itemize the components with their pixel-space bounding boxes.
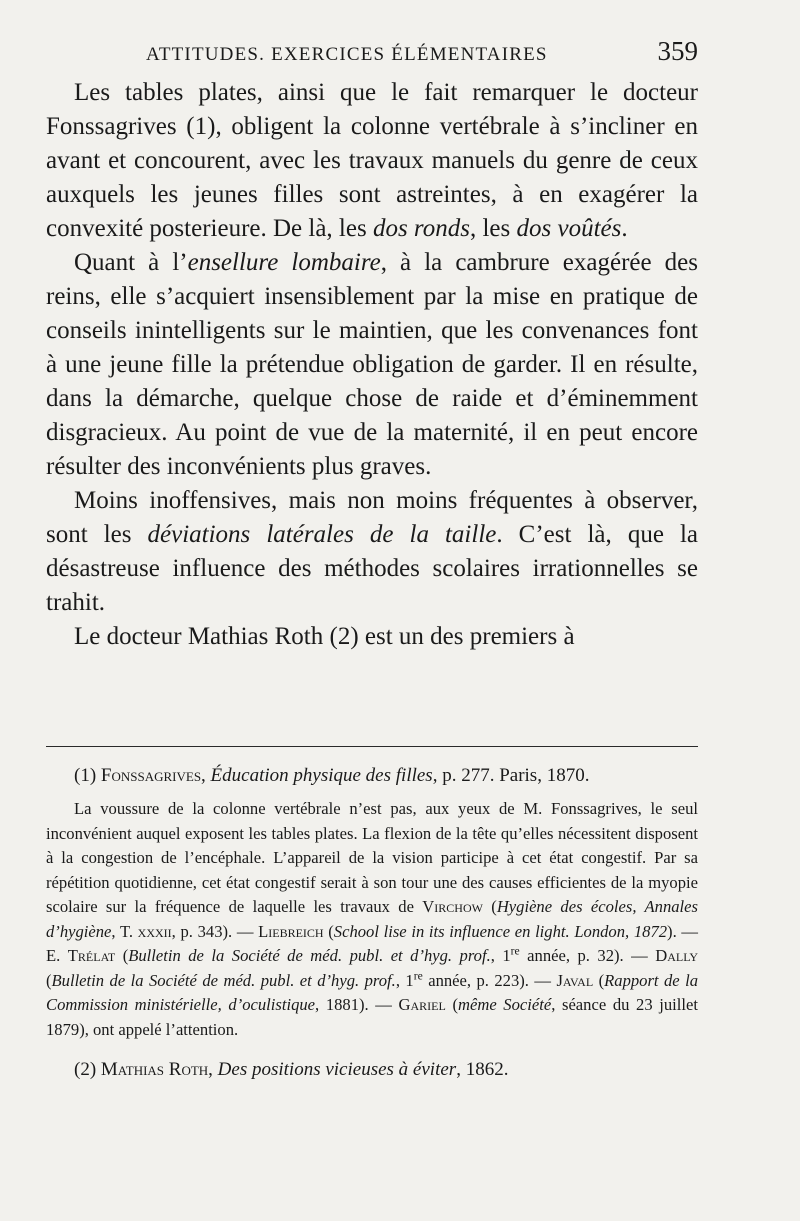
text-run: ( (115, 946, 129, 965)
cited-author: Dally (655, 946, 699, 965)
cited-author: Javal (556, 970, 594, 990)
footnote-2 (46, 1056, 698, 1083)
page-number: 359 (657, 36, 698, 66)
text-run: , à la cambrure exagérée des reins, elle s’acquiert insensiblement par la mise en pratique de conseils inintelligents sur le maintien, que les convenances font à une jeune fille la prétendue obligation de garder. Il en résulte, dans la démarche, quelque chose de raide et d’éminemment disgracieux. Au point de vue de la maternité, il en peut encore résulter des inconvénients plus graves. (46, 249, 698, 480)
text-run: année, p. 223). — (422, 970, 557, 990)
text-run: . C’est là, que la désastreuse influence des méthodes scolaires irrationnelles se trahit. (46, 521, 698, 616)
paragraph-2 (46, 246, 698, 484)
text-run: ( (323, 921, 334, 941)
footnote-author: Mathias Roth (100, 1059, 209, 1080)
cited-author: Virchow (422, 897, 483, 916)
text-run: , (208, 1059, 218, 1080)
footnote-marker: (2) (74, 1059, 101, 1080)
text-run: , 1 (490, 946, 511, 965)
text-run: Les tables plates, ainsi que le fait remarquer le docteur Fonssagrives (1), obligent la colonne vertébrale à s’incliner en avant et concourent, avec les travaux manuels du genre de ceux auxquels les jeunes filles sont astreintes, à en exagérer la convexité posterieure. De là, les (46, 79, 698, 242)
cited-author: Trélat (67, 946, 116, 965)
cited-author: Liebreich (258, 921, 324, 941)
text-run: , séance du 23 juillet 1879), ont appelé l’attention. (46, 995, 698, 1039)
superscript: re (413, 968, 423, 982)
cited-title: Rapport de la Commission ministérielle, d’oculistique (46, 970, 699, 1014)
text-run: Moins inoffensives, mais non moins fréquentes à observer, sont les (46, 487, 698, 548)
cited-title: School lise in its influence en light. London, 1872 (333, 921, 668, 941)
paragraph-3 (46, 484, 698, 620)
footnote-marker: (1) (74, 765, 101, 786)
cited-title: Hygiène des écoles, Annales d’hygiène (46, 897, 698, 941)
cited-title: Bulletin de la Société de méd. publ. et d’hyg. prof. (51, 970, 396, 990)
footnotes (46, 762, 698, 1083)
text-run: ). — E. (46, 921, 698, 965)
text-run: , 1 (395, 970, 414, 990)
text-run: Le docteur Mathias Roth (2) est un des premiers à (74, 623, 575, 650)
footnote-divider (46, 746, 698, 747)
footnote-1-detail (46, 797, 698, 1042)
text-run: , p. 343). — (171, 921, 259, 941)
italic-term: dos voûtés (516, 215, 622, 242)
cited-title: Bulletin de la Société de méd. publ. et d’hyg. prof. (128, 946, 491, 965)
superscript: re (510, 944, 520, 958)
footnote-author: Fonssagrives (100, 765, 202, 786)
italic-term: déviations latérales de la taille (147, 521, 497, 548)
italic-term: ensellure lombaire (187, 249, 381, 276)
paragraph-4 (46, 620, 698, 654)
cited-author: Gariel (398, 995, 446, 1014)
text-run: La voussure de la colonne vertébrale n’est pas, aux yeux de M. Fonssagrives, le seul inconvénient auquel exposent les tables plates. La flexion de la tête qu’elles nécessitent disposent à la congestion de l’encéphale. L’appareil de la vision participe à cet état congestif. Par sa répétition quotidienne, cet état congestif serait à son tour une des causes efficientes de la myopie scolaire sur la fréquence de laquelle les travaux de (46, 799, 698, 916)
text-run: , (201, 765, 211, 786)
text-run: ( (593, 970, 605, 990)
text-run: , p. 277. Paris, 1870. (432, 765, 590, 786)
text-run: , 1881). — (315, 995, 399, 1014)
text-run: xxxii (137, 921, 172, 941)
text-run: , T. (111, 921, 138, 941)
text-run: année, p. 32). — (519, 946, 656, 965)
text-run: ( (482, 897, 497, 916)
footnote-1 (46, 762, 698, 789)
text-run: , les (469, 215, 517, 242)
main-text (46, 76, 698, 654)
cited-title: même Société (457, 995, 552, 1014)
running-head: ATTITUDES. EXERCICES ÉLÉMENTAIRES (146, 44, 548, 65)
text-run: ( (46, 970, 52, 990)
footnote-title: Éducation physique des filles (210, 765, 433, 786)
footnote-title: Des positions vicieuses à éviter (217, 1059, 457, 1080)
page-header (46, 36, 698, 67)
paragraph-1 (46, 76, 698, 246)
text-run: , 1862. (456, 1059, 509, 1080)
italic-term: dos ronds (372, 215, 470, 242)
text-run: ( (445, 995, 458, 1014)
text-run: . (621, 215, 628, 242)
text-run: Quant à l’ (74, 249, 188, 276)
